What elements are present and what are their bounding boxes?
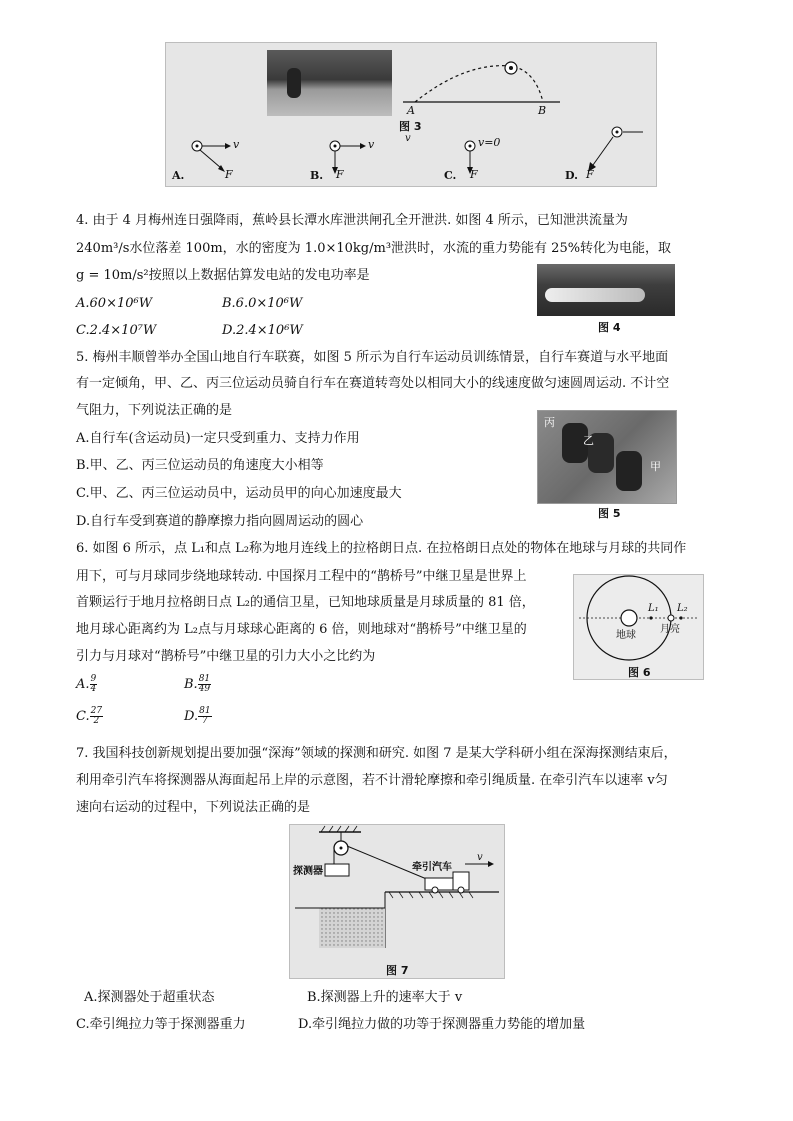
figure-5-label-bing: 丙 — [544, 416, 555, 429]
q6-option-d-num: 81 — [199, 706, 211, 716]
q6-option-d[interactable] — [184, 707, 212, 726]
q6-option-b-num: 81 — [198, 674, 211, 684]
q6-option-c[interactable] — [76, 707, 103, 726]
q6-option-d-den: 7 — [201, 716, 208, 726]
q6-line-5: 引力与月球对“鹊桥号”中继卫星的引力大小之比约为 — [76, 649, 376, 664]
figure-3-point-a: A — [407, 104, 415, 117]
q6-line-3: 首颗运行于地月拉格朗日点 L₂的通信卫星，已知地球质量是月球质量的 81 倍， — [76, 595, 535, 610]
q4-line-1: 4. 由于 4 月梅州连日强降雨，蕉岭县长潭水库泄洪闸孔全开泄洪. 如图 4 所示，已知泄洪流量为 — [76, 213, 628, 228]
fig3-option-d-letter[interactable]: D. — [565, 169, 578, 182]
q6-option-b-den: 49 — [198, 684, 211, 694]
q6-option-a-den: 4 — [90, 684, 97, 694]
q6-line-1: 6. 如图 6 所示，点 L₁和点 L₂称为地月连线上的拉格朗日点. 在拉格朗日点处的物体在地球与月球的共同作 — [76, 541, 687, 556]
fig3-option-b-force: F — [336, 168, 344, 181]
q6-line-2: 用下，可与月球同步绕地球转动. 中国探月工程中的“鹊桥号”中继卫星是世界上 — [76, 569, 527, 584]
figure-5-caption: 图 5 — [598, 507, 621, 520]
figure-5-label-yi: 乙 — [583, 434, 594, 447]
fig3-option-a-force: F — [225, 168, 233, 181]
q6-option-c-num: 27 — [90, 706, 103, 716]
figure-5-photo — [537, 410, 677, 504]
fig3-option-c-force: F — [470, 168, 478, 181]
figure-3-point-b: B — [538, 104, 547, 117]
q4-line-3: g = 10m/s²按照以上数据估算发电站的发电功率是 — [76, 268, 370, 283]
q4-option-c[interactable]: C.2.4×10⁷W — [76, 323, 157, 338]
q4-option-b[interactable]: B.6.0×10⁶W — [222, 296, 303, 311]
q7-option-c[interactable]: C.牵引绳拉力等于探测器重力 — [76, 1017, 246, 1032]
figure-7-car-label: 牵引汽车 — [412, 862, 452, 873]
figure-6-diagram — [573, 574, 702, 678]
figure-7-caption: 图 7 — [386, 964, 409, 977]
q6-option-b[interactable] — [184, 675, 211, 694]
q4-line-2: 240m³/s水位落差 100m，水的密度为 1.0×10kg/m³泄洪时，水流的重力势能有 25%转化为电能，取 — [76, 241, 672, 256]
q6-option-a-num: 9 — [90, 674, 97, 684]
q6-option-d-letter: D. — [184, 709, 199, 724]
figure-6-caption: 图 6 — [628, 666, 651, 679]
figure-6-l1-label: L₁ — [648, 603, 659, 614]
q5-line-1: 5. 梅州丰顺曾举办全国山地自行车联赛，如图 5 所示为自行车运动员训练情景，自行车赛道与水平地面 — [76, 350, 669, 365]
figure-7-diagram — [289, 824, 503, 977]
q5-option-b[interactable]: B.甲、乙、丙三位运动员的角速度大小相等 — [76, 458, 324, 473]
fig3-option-a-letter[interactable]: A. — [172, 169, 185, 182]
figure-4-photo — [537, 264, 675, 316]
figure-7-v-mark: v — [477, 852, 483, 863]
q7-line-3: 速向右运动的过程中，下列说法正确的是 — [76, 800, 311, 815]
figure-4-caption: 图 4 — [598, 321, 621, 334]
q6-line-4: 地月球心距离约为 L₂点与月球球心距离的 6 倍，则地球对“鹊桥号”中继卫星的 — [76, 622, 527, 637]
figure-6-earth-label: 地球 — [616, 630, 636, 641]
q7-option-d[interactable]: D.牵引绳拉力做的功等于探测器重力势能的增加量 — [298, 1017, 586, 1032]
fig3-option-c-letter[interactable]: C. — [444, 169, 457, 182]
q5-option-a[interactable]: A.自行车(含运动员)一定只受到重力、支持力作用 — [76, 431, 360, 446]
q5-line-3: 气阻力，下列说法正确的是 — [76, 403, 233, 418]
fig3-option-b-vel: v — [368, 138, 375, 151]
q5-option-d[interactable]: D.自行车受到赛道的静摩擦力指向圆周运动的圆心 — [76, 514, 364, 529]
figure-6-moon-label: 月亮 — [660, 624, 680, 635]
q7-line-1: 7. 我国科技创新规划提出要加强“深海”领域的探测和研究. 如图 7 是某大学科研小组在深海探测结束后， — [76, 746, 677, 761]
fig3-option-c-vel: v=0 — [478, 136, 501, 149]
q7-line-2: 利用牵引汽车将探测器从海面起吊上岸的示意图，若不计滑轮摩擦和牵引绳质量. 在牵引汽车以速率 v匀 — [76, 773, 668, 788]
figure-3-v-mark: v — [405, 133, 411, 144]
figure-7-detector-label: 探测器 — [293, 866, 323, 877]
fig3-option-d-force: F — [586, 168, 594, 181]
q4-option-a[interactable]: A.60×10⁶W — [76, 296, 153, 311]
q6-option-c-den: 2 — [93, 716, 100, 726]
figure-3-caption: 图 3 — [399, 120, 422, 133]
q6-option-b-letter: B. — [184, 677, 198, 692]
q6-option-c-letter: C. — [76, 709, 90, 724]
figure-6-l2-label: L₂ — [677, 603, 688, 614]
q5-option-c[interactable]: C.甲、乙、丙三位运动员中，运动员甲的向心加速度最大 — [76, 486, 402, 501]
fig3-option-b-letter[interactable]: B. — [310, 169, 324, 182]
fig3-option-a-vel: v — [233, 138, 240, 151]
q6-option-a-letter: A. — [76, 677, 90, 692]
q7-option-b[interactable]: B.探测器上升的速率大于 v — [307, 990, 463, 1005]
q6-option-a[interactable] — [76, 675, 97, 694]
q5-line-2: 有一定倾角，甲、乙、丙三位运动员骑自行车在赛道转弯处以相同大小的线速度做匀速圆周运动. 不计空 — [76, 376, 670, 391]
q4-option-d[interactable]: D.2.4×10⁶W — [222, 323, 303, 338]
q7-option-a[interactable]: A.探测器处于超重状态 — [84, 990, 215, 1005]
figure-5-label-jia: 甲 — [650, 460, 661, 473]
